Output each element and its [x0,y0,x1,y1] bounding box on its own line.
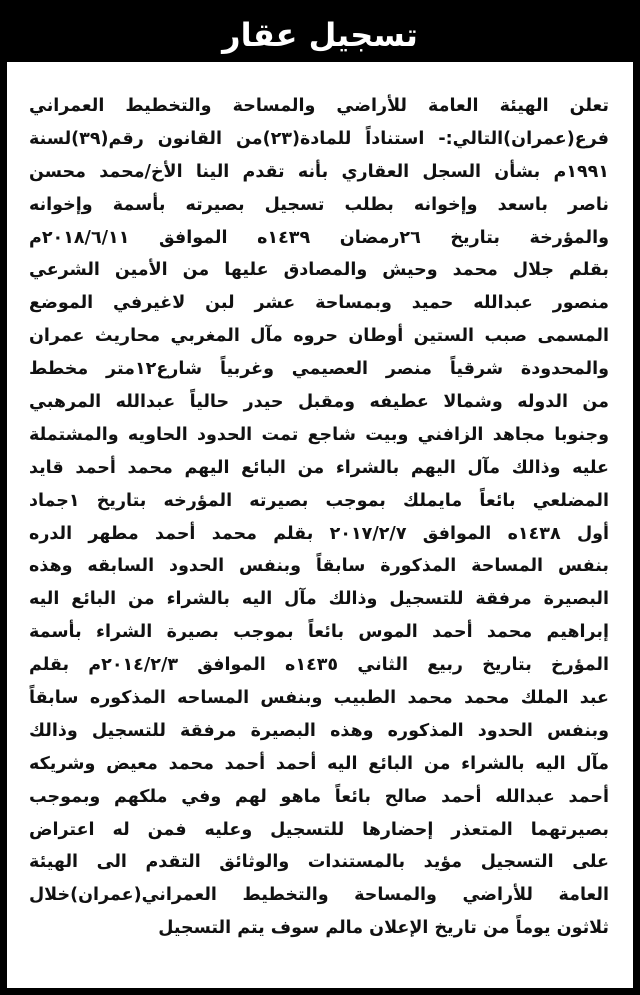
body-line: ثلاثون يوماً من تاريخ الإعلان مالم سوف يتم التسجيل [158,918,609,939]
body-line: وبنفس الحدود المذكوره وهذه البصيرة مرفقة للتسجيل وذالك [29,720,609,741]
body-line: منصور عبدالله حميد وبمساحة عشر لبن لاغيرفي الموضع [29,293,609,314]
notice-title: تسجيل عقار [7,7,633,62]
body-line: إبراهيم محمد أحمد الموس بائعاً بموجب بصيرة الشراء بأسمة [29,622,609,643]
body-line: تعلن الهيئة العامة للأراضي والمساحة والتخطيط العمراني [29,96,609,116]
notice-body [7,62,633,945]
body-line: المؤرخ بتاريخ ربيع الثاني ١٤٣٥ه الموافق ٢٠١٤/٢/٣م بقلم [29,655,609,676]
body-line: المضلعي بائعاً مايملك بموجب بصيرته المؤرخه بتاريخ ١جماد [29,490,609,511]
body-line: أحمد عبدالله أحمد صالح بائعاً ماهو لهم وفي ملكهم وبموجب [29,786,609,807]
body-line: المسمى صبب الستين أوطان حروه مآل المغربي محاريث عمران [29,326,609,347]
body-line: على التسجيل مؤيد بالمستندات والوثائق التقدم الى الهيئة [29,852,609,873]
body-line: مآل اليه بالشراء من البائع اليه أحمد أحمد محمد معيض وشريكه [29,753,609,774]
body-line: فرع(عمران)التالي:- استناداً للمادة(٢٣)من القانون رقم(٣٩)لسنة [29,128,609,149]
body-line: البصيرة مرفقة للتسجيل وذالك مآل اليه بالشراء من البائع اليه [29,589,609,610]
body-line: عبد الملك محمد محمد الطبيب وبنفس المساحه المذكوره سابقاً [29,688,609,709]
body-line: والمؤرخة بتاريخ ٢٦رمضان ١٤٣٩ه الموافق ٢٠١٨/٦/١١م [29,227,609,248]
body-line: بصيرتهما المتعذر إحضارها للتسجيل وعليه فمن له اعتراض [29,819,609,840]
body-line: من الدوله وشمالا عطيفه ومقبل حيدر حالياً عبدالله المرهبي [29,392,609,413]
body-line: بقلم جلال محمد وحيش والمصادق عليها من الأمين الشرعي [29,260,609,281]
body-line: ناصر باسعد وإخوانه بطلب تسجيل بصيرته بأسمة وإخوانه [29,194,609,215]
body-line: وجنوبا مجاهد الزافني وبيت شاجع تمت الحدود الحاويه والمشتملة [29,424,609,445]
body-line: العامة للأراضي والمساحة والتخطيط العمراني(عمران)خلال [29,885,609,906]
body-line: ١٩٩١م بشأن السجل العقاري بأنه تقدم الينا الأخ/محمد محسن [29,161,609,182]
body-line: بنفس المساحة المذكورة سابقاً وبنفس الحدود السابقه وهذه [29,556,609,577]
body-line: عليه وذالك مآل اليهم بالشراء من البائع اليهم محمد أحمد قايد [29,457,609,478]
body-line: والمحدودة شرقياً منصر العصيمي وغربياً شارع١٢متر مخطط [29,359,609,380]
body-line: أول ١٤٣٨ه الموافق ٢٠١٧/٢/٧ بقلم محمد أحمد مطهر الدره [29,523,609,544]
